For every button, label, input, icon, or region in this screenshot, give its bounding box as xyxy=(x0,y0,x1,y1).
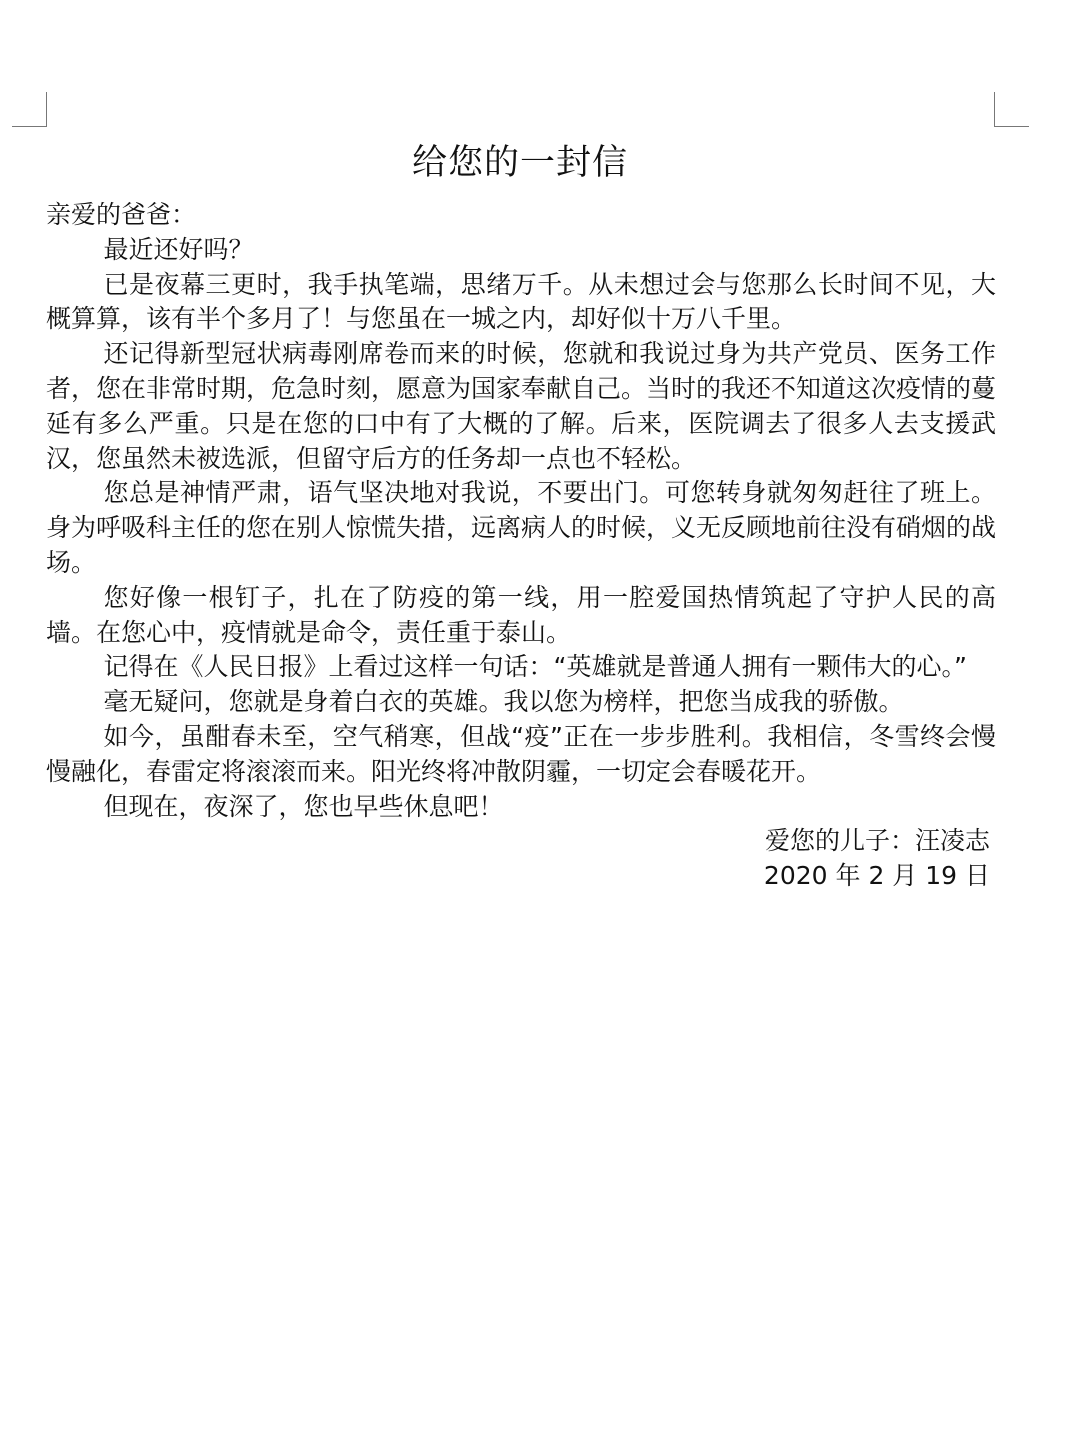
paragraph: 您总是神情严肃，语气坚决地对我说，不要出门。可您转身就匆匆赶往了班上。身为呼吸科主任的您在别人惊慌失措，远离病人的时候，义无反顾地前往没有硝烟的战场。 xyxy=(46,478,997,577)
paragraph: 还记得新型冠状病毒刚席卷而来的时候，您就和我说过身为共产党员、医务工作者，您在非常时期，危急时刻，愿意为国家奉献自己。当时的我还不知道这次疫情的蔓延有多么严重。只是在您的口中有了大概的了解。后来，医院调去了很多人去支援武汉，您虽然未被选派，但留守后方的任务却一点也不轻松。 xyxy=(46,339,997,473)
letter-date: 2020 年 2 月 19 日 xyxy=(763,861,990,891)
letter-title: 给您的一封信 xyxy=(411,143,628,183)
crop-mark-top-right xyxy=(994,92,1029,127)
letter-body xyxy=(46,198,996,894)
paragraph: 但现在，夜深了，您也早些休息吧！ xyxy=(103,791,504,821)
crop-mark-top-left xyxy=(12,92,47,127)
paragraph: 已是夜幕三更时，我手执笔端，思绪万千。从未想过会与您那么长时间不见，大概算算，该有半个多月了！与您虽在一城之内，却好似十万八千里。 xyxy=(46,269,996,334)
paragraph: 毫无疑问，您就是身着白衣的英雄。我以您为榜样，把您当成我的骄傲。 xyxy=(103,687,904,717)
paragraph: 如今，虽酣春未至，空气稍寒，但战“疫”正在一步步胜利。我相信，冬雪终会慢慢融化，春雷定将滚滚而来。阳光终将冲散阴霾，一切定会春暖花开。 xyxy=(46,721,996,786)
paragraph: 您好像一根钉子，扎在了防疫的第一线，用一腔爱国热情筑起了守护人民的高墙。在您心中，疫情就是命令，责任重于泰山。 xyxy=(46,582,996,647)
paragraph: 最近还好吗？ xyxy=(103,234,254,264)
paragraph: 记得在《人民日报》上看过这样一句话：“英雄就是普通人拥有一颗伟大的心。” xyxy=(103,652,967,682)
salutation: 亲爱的爸爸： xyxy=(46,200,197,229)
signature: 爱您的儿子：汪凌志 xyxy=(764,826,990,856)
